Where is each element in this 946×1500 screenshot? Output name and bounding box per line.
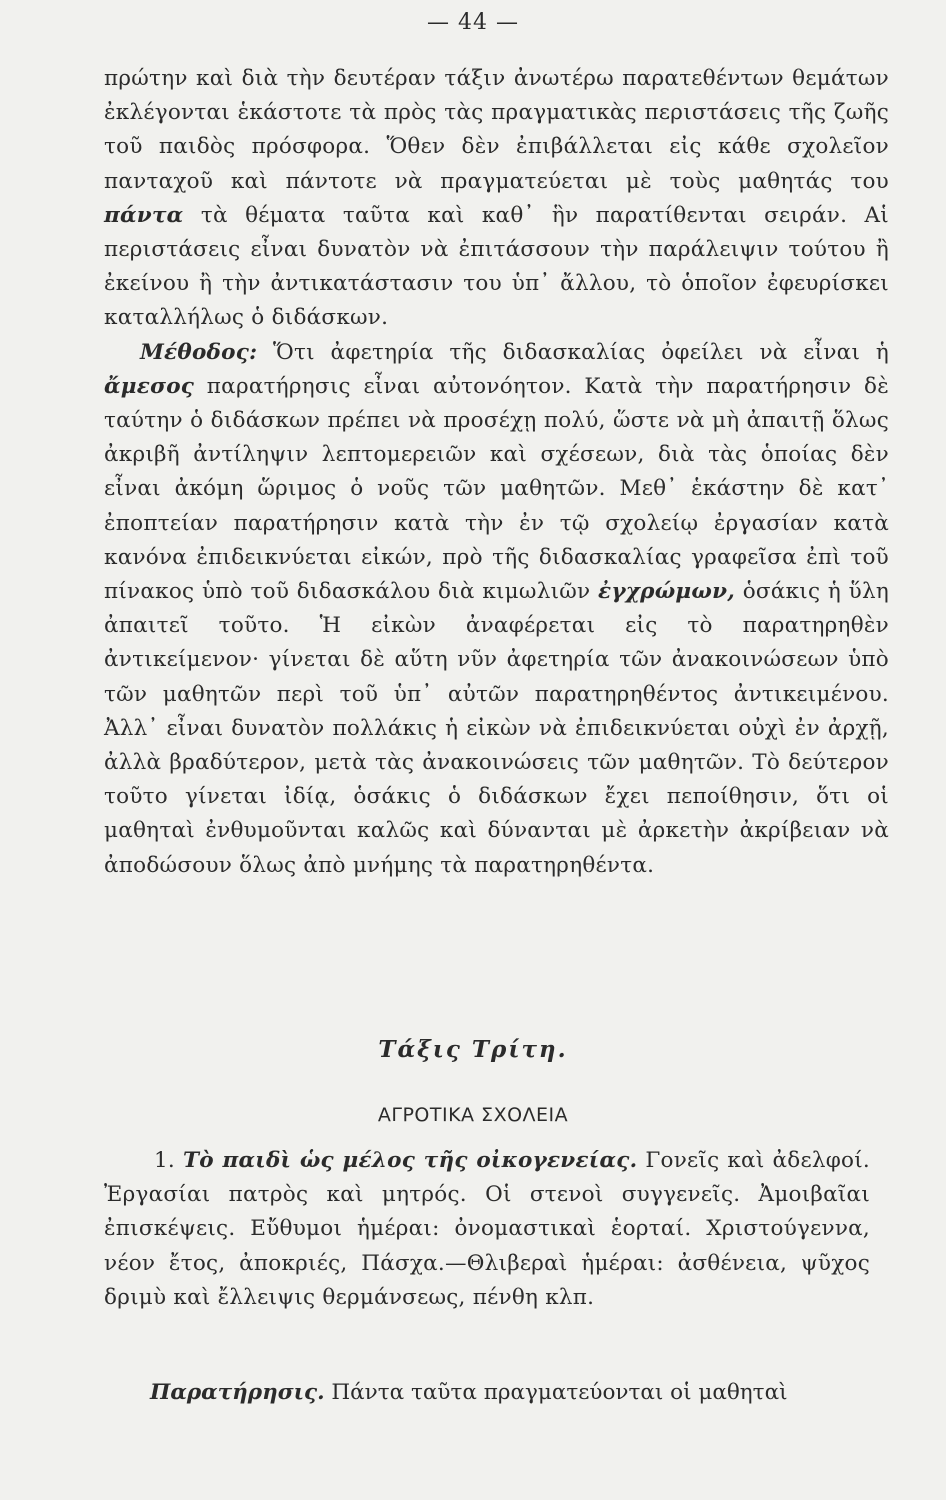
observation-label: Παρατήρησις. [150,1380,325,1405]
paragraph-1-lead: πρώτην καὶ διὰ τὴν δευτέραν τάξιν ἀνωτέρω παρατεθέντων θεμάτων ἐκλέγονται ἑκάστοτε τὰ πρὸς τὰς πραγματικὰς περιστάσεις τῆς ζωῆς τοῦ παιδὸς πρόσφορα. Ὅθεν δὲν ἐπιβάλλεται εἰς κάθε σχολεῖον πανταχοῦ καὶ πάντοτε νὰ πραγματεύεται μὲ τοὺς μαθητάς του [104,66,889,194]
method-emphasis-1: ἄμεσος [104,373,195,399]
paragraph-1-tail: τὰ θέματα ταῦτα καὶ καθ᾽ ἣν παρατίθενται σειράν. Αἱ περιστάσεις εἶναι δυνατὸν νὰ ἐπιτάσσουν τὴν παράλειψιν τούτου ἢ ἐκείνου ἢ τὴν ἀντικατάστασιν του ὑπ᾽ ἄλλου, τὸ ὁποῖον ἐφευρίσκει καταλλήλως ὁ διδάσκων. [104,202,889,331]
method-label: Μέθοδος: [140,339,258,365]
section-subtitle: ΑΓΡΟΤΙΚΑ ΣΧΟΛΕΙΑ [377,1104,569,1126]
page-number: — 44 — [427,10,519,35]
lesson-text: Γονεῖς καὶ ἀδελφοί. Ἐργασίαι πατρὸς καὶ μητρός. Οἱ στενοὶ συγγενεῖς. Ἀμοιβαῖαι ἐπισκέψεις. Εὔθυμοι ἡμέραι: ὀνομαστικαὶ ἑορταί. Χριστούγεννα, νέον ἔτος, ἀποκριές, Πάσχα.—Θλιβεραὶ ἡμέραι: ἀσθένεια, ψῦχος δριμὺ καὶ ἔλλειψις θερμάνσεως, πένθη κλπ. [104,1148,870,1310]
method-emphasis-2: ἐγχρώμων, [598,579,736,605]
method-text-3: ὁσάκις ἡ ὕλη ἀπαιτεῖ τοῦτο. Ἡ εἰκὼν ἀναφέρεται εἰς τὸ παρατηρηθὲν ἀντικείμενον· γίνεται δὲ αὕτη νῦν ἀφετηρία τῶν ἀνακοινώσεων ὑπὸ τῶν μαθητῶν περὶ τοῦ ὑπ᾽ αὐτῶν παρατηρηθέντος ἀντικειμένου. Ἀλλ᾽ εἶναι δυνατὸν πολλάκις ἡ εἰκὼν νὰ ἐπιδεικνύεται οὐχὶ ἐν ἀρχῇ, ἀλλὰ βραδύτερον, μετὰ τὰς ἀνακοινώσεις τῶν μαθητῶν. Τὸ δεύτερον τοῦτο γίνεται ἰδίᾳ, ὁσάκις ὁ διδάσκων ἔχει πεποίθησιν, ὅτι οἱ μαθηταὶ ἐνθυμοῦνται καλῶς καὶ δύνανται μὲ ἀρκετὴν ἀκρίβειαν νὰ ἀποδώσουν ὅλως ἀπὸ μνήμης τὰ παρατηρηθέντα. [104,579,889,878]
observation-text: Πάντα ταῦτα πραγματεύονται οἱ μαθηταὶ [331,1380,788,1405]
main-text [104,62,889,883]
lesson-paragraph [104,1144,870,1315]
lesson-entry [104,1144,870,1315]
method-text-2: παρατήρησις εἶναι αὐτονόητον. Κατὰ τὴν παρατήρησιν δὲ ταύτην ὁ διδάσκων πρέπει νὰ προσέχῃ πολύ, ὥστε νὰ μὴ ἀπαιτῇ ὅλως ἀκριβῆ ἀντίληψιν λεπτομερειῶν καὶ σχέσεων, διὰ τὰς ὁποίας δὲν εἶναι ἀκόμη ὥριμος ὁ νοῦς τῶν μαθητῶν. Μεθ᾽ ἑκάστην δὲ κατ᾽ ἐποπτείαν παρατήρησιν κατὰ τὴν ἐν τῷ σχολείῳ ἐργασίαν κατὰ κανόνα ἐπιδεικνύεται εἰκών, πρὸ τῆς διδασκαλίας γραφεῖσα ἐπὶ τοῦ πίνακος ὑπὸ τοῦ διδασκάλου διὰ κιμωλιῶν [104,373,889,605]
lesson-number: 1. [154,1148,176,1173]
method-text-1: Ὅτι ἀφετηρία τῆς διδασκαλίας ὀφείλει νὰ εἶναι ἡ [273,339,890,365]
paragraph-1-emphasis: πάντα [104,202,184,228]
lesson-heading: Τὸ παιδὶ ὡς μέλος τῆς οἰκογενείας. [183,1148,638,1173]
observation-note [150,1376,880,1410]
method-paragraph [104,336,889,883]
section-title: Τάξις Τρίτη. [378,1036,568,1063]
paragraph-continuation [104,62,889,336]
